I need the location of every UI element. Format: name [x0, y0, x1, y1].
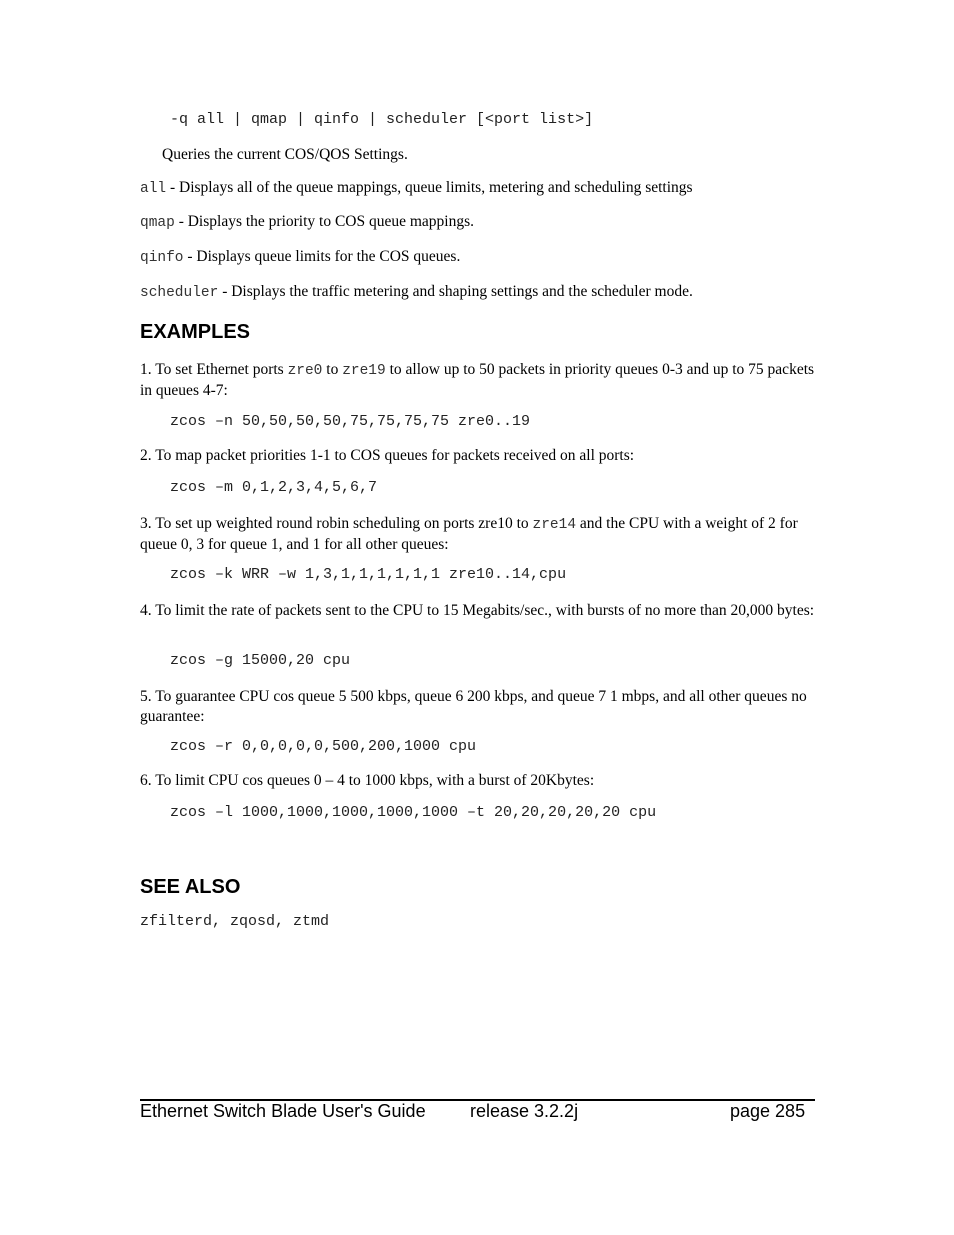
option-desc: - Displays the priority to COS queue mappings. — [174, 213, 475, 230]
example-6-command: zcos –l 1000,1000,1000,1000,1000 –t 20,20,20,20,20 cpu — [170, 804, 657, 821]
example-text-part: 3. To set up weighted round robin scheduling on ports zre10 to — [140, 515, 533, 532]
inline-code: zre14 — [532, 517, 577, 533]
option-qmap — [140, 213, 474, 231]
inline-code: zre19 — [342, 363, 386, 379]
example-1-text — [140, 360, 815, 401]
example-6-text: 6. To limit CPU cos queues 0 – 4 to 1000 kbps, with a burst of 20Kbytes: — [140, 772, 595, 789]
footer-title: Ethernet Switch Blade User's Guide — [140, 1101, 426, 1121]
example-3-text — [140, 514, 815, 555]
synopsis-description: Queries the current COS/QOS Settings. — [162, 146, 408, 163]
option-qinfo — [140, 248, 460, 266]
footer-page-number: page 285 — [730, 1101, 806, 1121]
example-3-command: zcos –k WRR –w 1,3,1,1,1,1,1,1 zre10..14,cpu — [170, 566, 567, 583]
option-term: qmap — [140, 215, 175, 231]
example-1-command: zcos –n 50,50,50,50,75,75,75,75 zre0..19 — [170, 413, 531, 430]
example-text-part: to — [322, 361, 343, 378]
example-text-part: and the CPU with a weight of 2 for queue 0, 3 for queue 1, and 1 for all other queues: — [140, 515, 798, 553]
footer-release: release 3.2.2j — [470, 1101, 579, 1121]
example-2-text: 2. To map packet priorities 1-1 to COS queues for packets received on all ports: — [140, 447, 635, 464]
example-4-command: zcos –g 15000,20 cpu — [170, 652, 351, 669]
example-4-text: 4. To limit the rate of packets sent to the CPU to 15 Megabits/sec., with bursts of no more than 20,000 bytes: — [140, 602, 815, 619]
example-5-text: 5. To guarantee CPU cos queue 5 500 kbps, queue 6 200 kbps, and queue 7 1 mbps, and all other queues no guarantee: — [140, 688, 807, 725]
option-term: scheduler — [140, 285, 219, 301]
example-text-part: 1. To set Ethernet ports — [140, 361, 288, 378]
see-also-heading: SEE ALSO — [140, 876, 241, 898]
option-term: qinfo — [140, 250, 184, 266]
example-5-command: zcos –r 0,0,0,0,0,500,200,1000 cpu — [170, 738, 477, 755]
option-desc: - Displays all of the queue mappings, queue limits, metering and scheduling settings — [166, 179, 693, 196]
example-2-command: zcos –m 0,1,2,3,4,5,6,7 — [170, 479, 378, 496]
option-desc: - Displays the traffic metering and shaping settings and the scheduler mode. — [218, 283, 693, 300]
inline-code: zre0 — [287, 363, 323, 379]
option-term: all — [140, 181, 167, 197]
examples-heading: EXAMPLES — [140, 321, 251, 343]
option-all — [140, 179, 693, 197]
option-desc: - Displays queue limits for the COS queues. — [183, 248, 461, 265]
example-text-part: to allow up to 50 packets in priority queues 0-3 and up to 75 packets in queues 4-7: — [140, 361, 815, 399]
option-scheduler — [140, 283, 693, 301]
see-also-list: zfilterd, zqosd, ztmd — [140, 913, 330, 930]
synopsis-command: -q all | qmap | qinfo | scheduler [<port list>] — [170, 111, 594, 128]
